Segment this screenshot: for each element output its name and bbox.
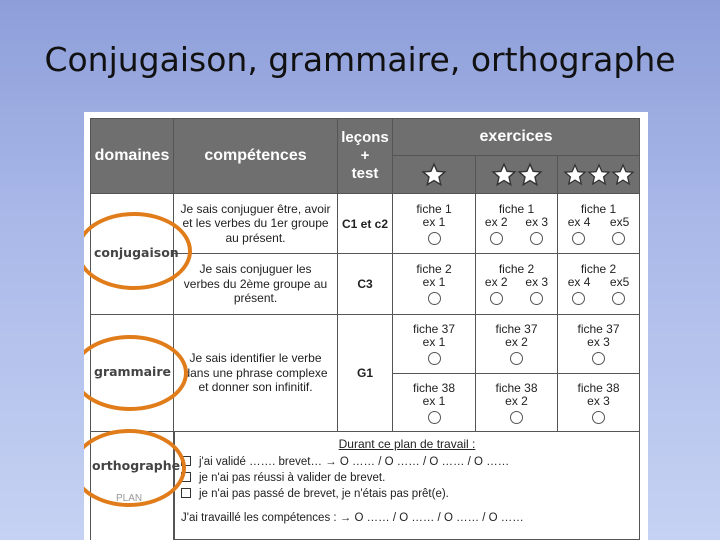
checkbox-circle[interactable]	[592, 411, 605, 424]
ex-label: ex 4	[567, 275, 591, 289]
competence-c3: Je sais conjuguer les verbes du 2ème groupe au présent.	[173, 253, 338, 315]
ex-label: ex 1	[422, 275, 446, 289]
ex-label: ex 1	[422, 335, 446, 349]
ex-label: fiche 2	[498, 262, 535, 276]
header-domaines: domaines	[90, 118, 174, 194]
exercise-g1-f38-3	[557, 373, 640, 432]
checkbox-circle[interactable]	[530, 232, 543, 245]
exercise-g1-f37-2	[475, 314, 558, 374]
exercise-c3-level1	[392, 253, 476, 315]
ex-label: ex 2	[484, 214, 508, 229]
plan-line-text: j'ai validé ……. brevet… → O …… / O …… / O …… / O ……	[199, 456, 510, 468]
slide-title: Conjugaison, grammaire, orthographe	[44, 40, 676, 79]
ex-label: ex 2	[484, 275, 508, 289]
checkbox-circle[interactable]	[612, 232, 625, 245]
checkbox[interactable]	[181, 488, 191, 498]
worksheet	[84, 112, 648, 540]
plan-line-skills-worked: J'ai travaillé les compétences : → O …… / O …… / O …… / O ……	[181, 512, 524, 524]
level-3-stars	[557, 155, 640, 194]
domain-label-grammaire: grammaire	[94, 364, 171, 379]
ex-label: ex 3	[525, 214, 549, 229]
checkbox-circle[interactable]	[612, 292, 625, 305]
ex-label: ex 1	[422, 214, 446, 229]
checkbox-circle[interactable]	[428, 411, 441, 424]
exercise-c3-level3	[557, 253, 640, 315]
ex-label: fiche 38	[577, 380, 620, 395]
exercise-c1-level2	[475, 193, 558, 254]
faint-plan-text: PLAN	[116, 493, 143, 504]
ex-label: ex 4	[567, 214, 591, 229]
exercise-g1-f38-2	[475, 373, 558, 432]
ex-label: ex 3	[525, 275, 549, 289]
star-icon	[563, 163, 587, 187]
checkbox-circle[interactable]	[490, 232, 503, 245]
work-plan-summary	[174, 432, 640, 540]
checkbox-circle[interactable]	[510, 411, 523, 424]
checkbox-circle[interactable]	[428, 232, 441, 245]
star-icon	[517, 162, 543, 188]
ex-label: ex5	[609, 275, 630, 289]
ex-label: ex 3	[587, 335, 610, 349]
star-icon	[491, 162, 517, 188]
level-2-stars	[475, 155, 558, 194]
plan-line-not-validated	[181, 472, 385, 484]
domain-label-orthographe: orthographe	[92, 458, 181, 473]
star-icon	[611, 163, 635, 187]
exercise-c3-level2	[475, 253, 558, 315]
lesson-c1: C1 et c2	[337, 193, 393, 254]
plan-line-validated	[181, 456, 509, 468]
exercise-c1-level1	[392, 193, 476, 254]
plan-line-not-passed	[181, 488, 449, 500]
checkbox-circle[interactable]	[428, 292, 441, 305]
header-lecons	[337, 118, 393, 194]
checkbox-circle[interactable]	[490, 292, 503, 305]
level-1-star	[392, 155, 476, 194]
checkbox-circle[interactable]	[530, 292, 543, 305]
checkbox-circle[interactable]	[510, 352, 523, 365]
checkbox-circle[interactable]	[572, 232, 585, 245]
ex-label: ex 3	[587, 393, 610, 408]
competence-c1: Je sais conjuguer être, avoir et les verbes du 1er groupe au présent.	[173, 193, 338, 254]
lesson-c3: C3	[337, 253, 393, 315]
header-competences: compétences	[173, 118, 338, 194]
star-icon	[587, 163, 611, 187]
ex-label: fiche 37	[495, 322, 538, 336]
checkbox-circle[interactable]	[428, 352, 441, 365]
checkbox-circle[interactable]	[572, 292, 585, 305]
ex-label: fiche 1	[498, 201, 535, 216]
ex-label: fiche 38	[495, 380, 538, 395]
ex-label: fiche 2	[580, 262, 617, 276]
ex-label: ex5	[609, 214, 630, 229]
ex-label: fiche 1	[580, 201, 617, 216]
header-lecons-line2: +	[360, 147, 370, 164]
competence-g1: Je sais identifier le verbe dans une phrase complexe et donner son infinitif.	[173, 314, 338, 432]
header-lecons-line1: leçons	[341, 129, 389, 146]
checkbox-circle[interactable]	[592, 352, 605, 365]
ex-label: fiche 37	[412, 322, 456, 336]
exercise-g1-f37-1	[392, 314, 476, 374]
plan-line-text: je n'ai pas passé de brevet, je n'étais pas prêt(e).	[199, 488, 449, 500]
header-exercices: exercices	[392, 118, 640, 156]
domain-label-conjugaison: conjugaison	[94, 245, 179, 260]
ex-label: ex 2	[505, 393, 528, 408]
ex-label: fiche 37	[577, 322, 620, 336]
ex-label: ex 2	[505, 335, 528, 349]
ex-label: fiche 38	[412, 380, 456, 395]
exercise-g1-f38-1	[392, 373, 476, 432]
plan-line-text: je n'ai pas réussi à valider de brevet.	[199, 472, 386, 484]
ex-label: fiche 2	[416, 262, 452, 276]
lesson-g1: G1	[337, 314, 393, 432]
ex-label: ex 1	[422, 393, 446, 408]
star-icon	[421, 162, 447, 188]
header-lecons-line3: test	[351, 165, 379, 182]
ex-label: fiche 1	[416, 201, 452, 216]
exercise-c1-level3	[557, 193, 640, 254]
exercise-g1-f37-3	[557, 314, 640, 374]
plan-title: Durant ce plan de travail :	[338, 437, 476, 451]
